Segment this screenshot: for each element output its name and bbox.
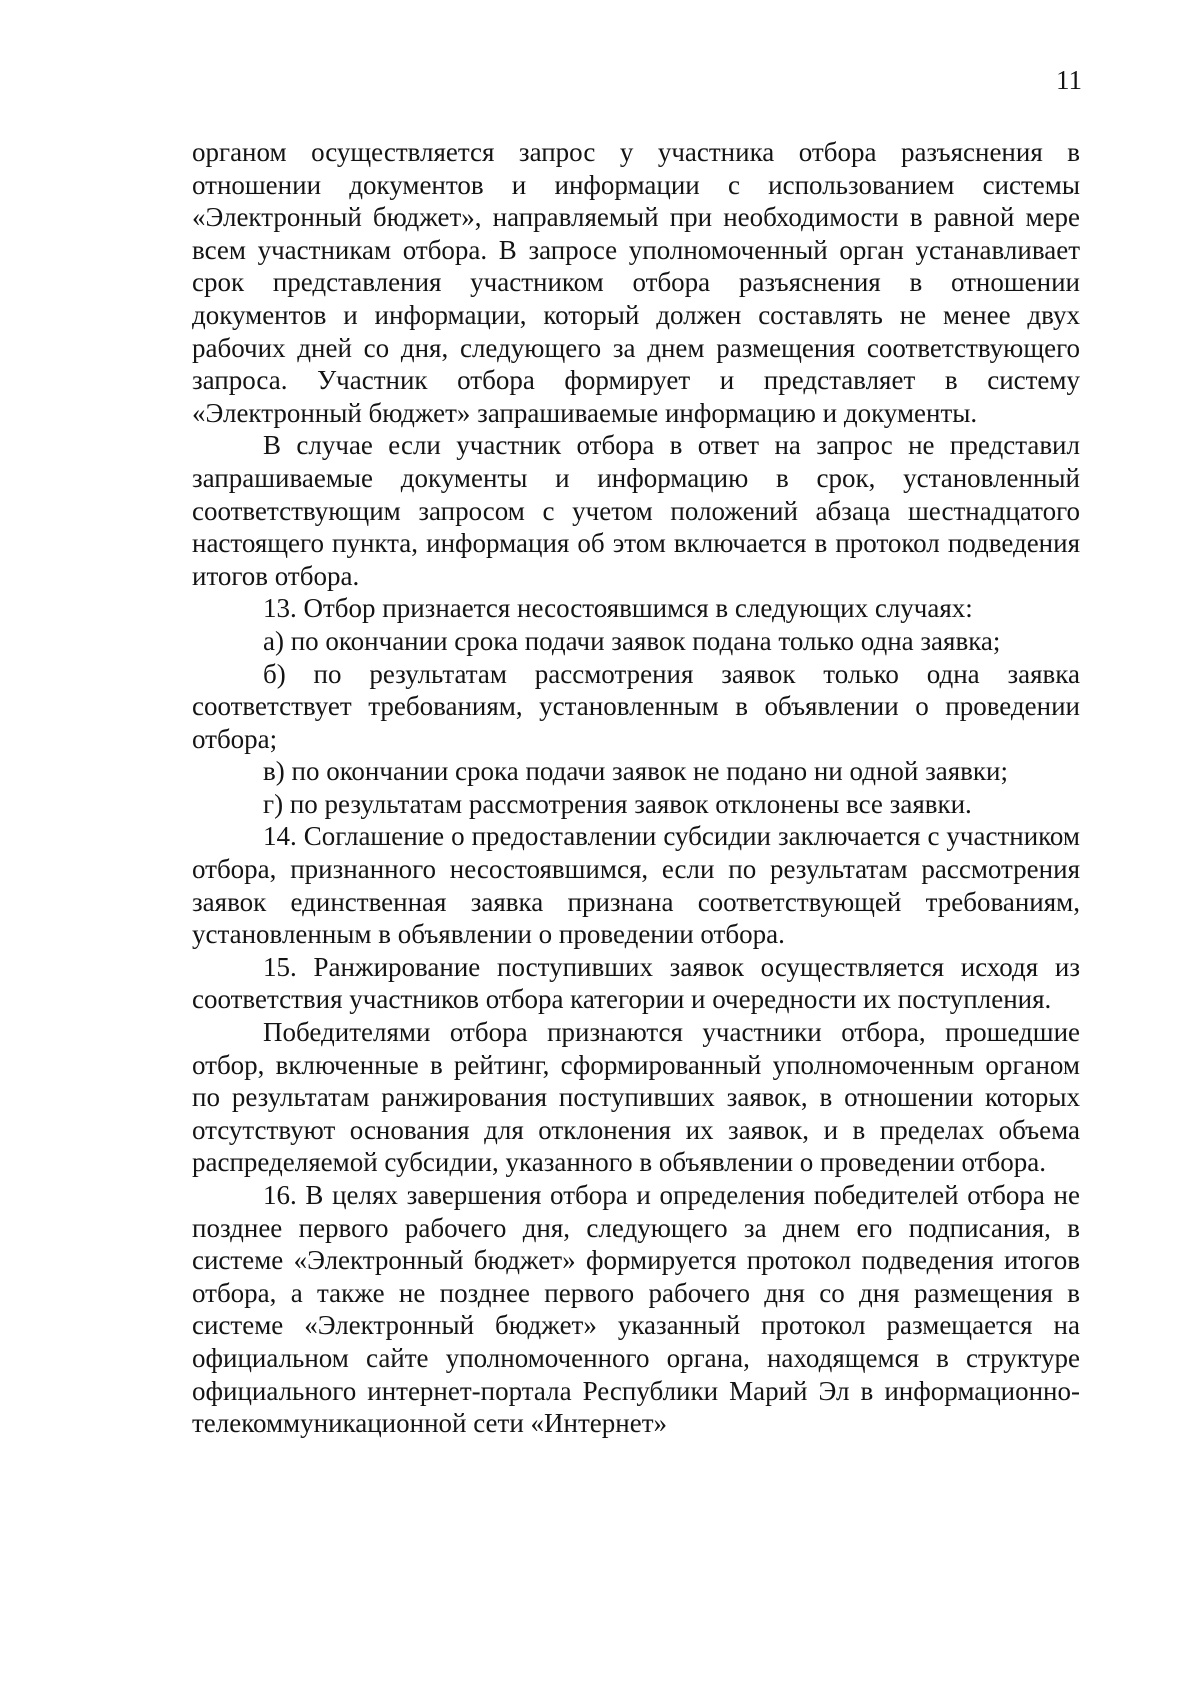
paragraph-6: в) по окончании срока подачи заявок не подано ни одной заявки;	[263, 756, 1008, 787]
paragraph-4: а) по окончании срока подачи заявок подана только одна заявка;	[263, 625, 1001, 656]
paragraph-1: органом осуществляется запрос у участника отбора разъяснения в отношении документов и информации с использованием системы «Электронный бюджет», направляемый при необходимости в равной мере всем участникам отбора. В запросе уполномоченный орган устанавливает срок представления участником отбора разъяснения в отношении документов и информации, который должен составлять не менее двух рабочих дней со дня, следующего за днем размещения соответствующего запроса. Участник отбора формирует и представляет в систему «Электронный бюджет» запрашиваемые информацию и документы.	[192, 137, 1080, 428]
paragraph-10: Победителями отбора признаются участники отбора, прошедшие отбор, включенные в рейтинг, сформированный уполномоченным органом по результатам ранжирования поступивших заявок, в отношении которых отсутствуют основания для отклонения их заявок, и в пределах объема распределяемой субсидии, указанного в объявлении о проведении отбора.	[192, 1017, 1080, 1178]
paragraph-5: б) по результатам рассмотрения заявок только одна заявка соответствует требованиям, установленным в объявлении о проведении отбора;	[192, 658, 1080, 754]
page-number: 11	[1056, 65, 1082, 95]
paragraph-3: 13. Отбор признается несостоявшимся в следующих случаях:	[263, 593, 973, 624]
paragraph-7: г) по результатам рассмотрения заявок отклонены все заявки.	[263, 788, 972, 819]
paragraph-8: 14. Соглашение о предоставлении субсидии заключается с участником отбора, признанного несостоявшимся, если по результатам рассмотрения заявок единственная заявка признана соответствующей требованиям, установленным в объявлении о проведении отбора.	[192, 821, 1080, 950]
paragraph-9: 15. Ранжирование поступивших заявок осуществляется исходя из соответствия участников отбора категории и очередности их поступления.	[192, 951, 1080, 1015]
paragraph-11: 16. В целях завершения отбора и определения победителей отбора не позднее первого рабочего дня, следующего за днем его подписания, в системе «Электронный бюджет» формируется протокол подведения итогов отбора, а также не позднее первого рабочего дня со дня размещения в системе «Электронный бюджет» указанный протокол размещается на официальном сайте уполномоченного органа, находящемся в структуре официального интернет-портала Республики Марий Эл в информационно-телекоммуникационной сети «Интернет»	[192, 1180, 1080, 1439]
document-body	[192, 136, 1080, 1440]
paragraph-2: В случае если участник отбора в ответ на запрос не представил запрашиваемые документы и информацию в срок, установленный соответствующим запросом с учетом положений абзаца шестнадцатого настоящего пункта, информация об этом включается в протокол подведения итогов отбора.	[192, 430, 1080, 591]
